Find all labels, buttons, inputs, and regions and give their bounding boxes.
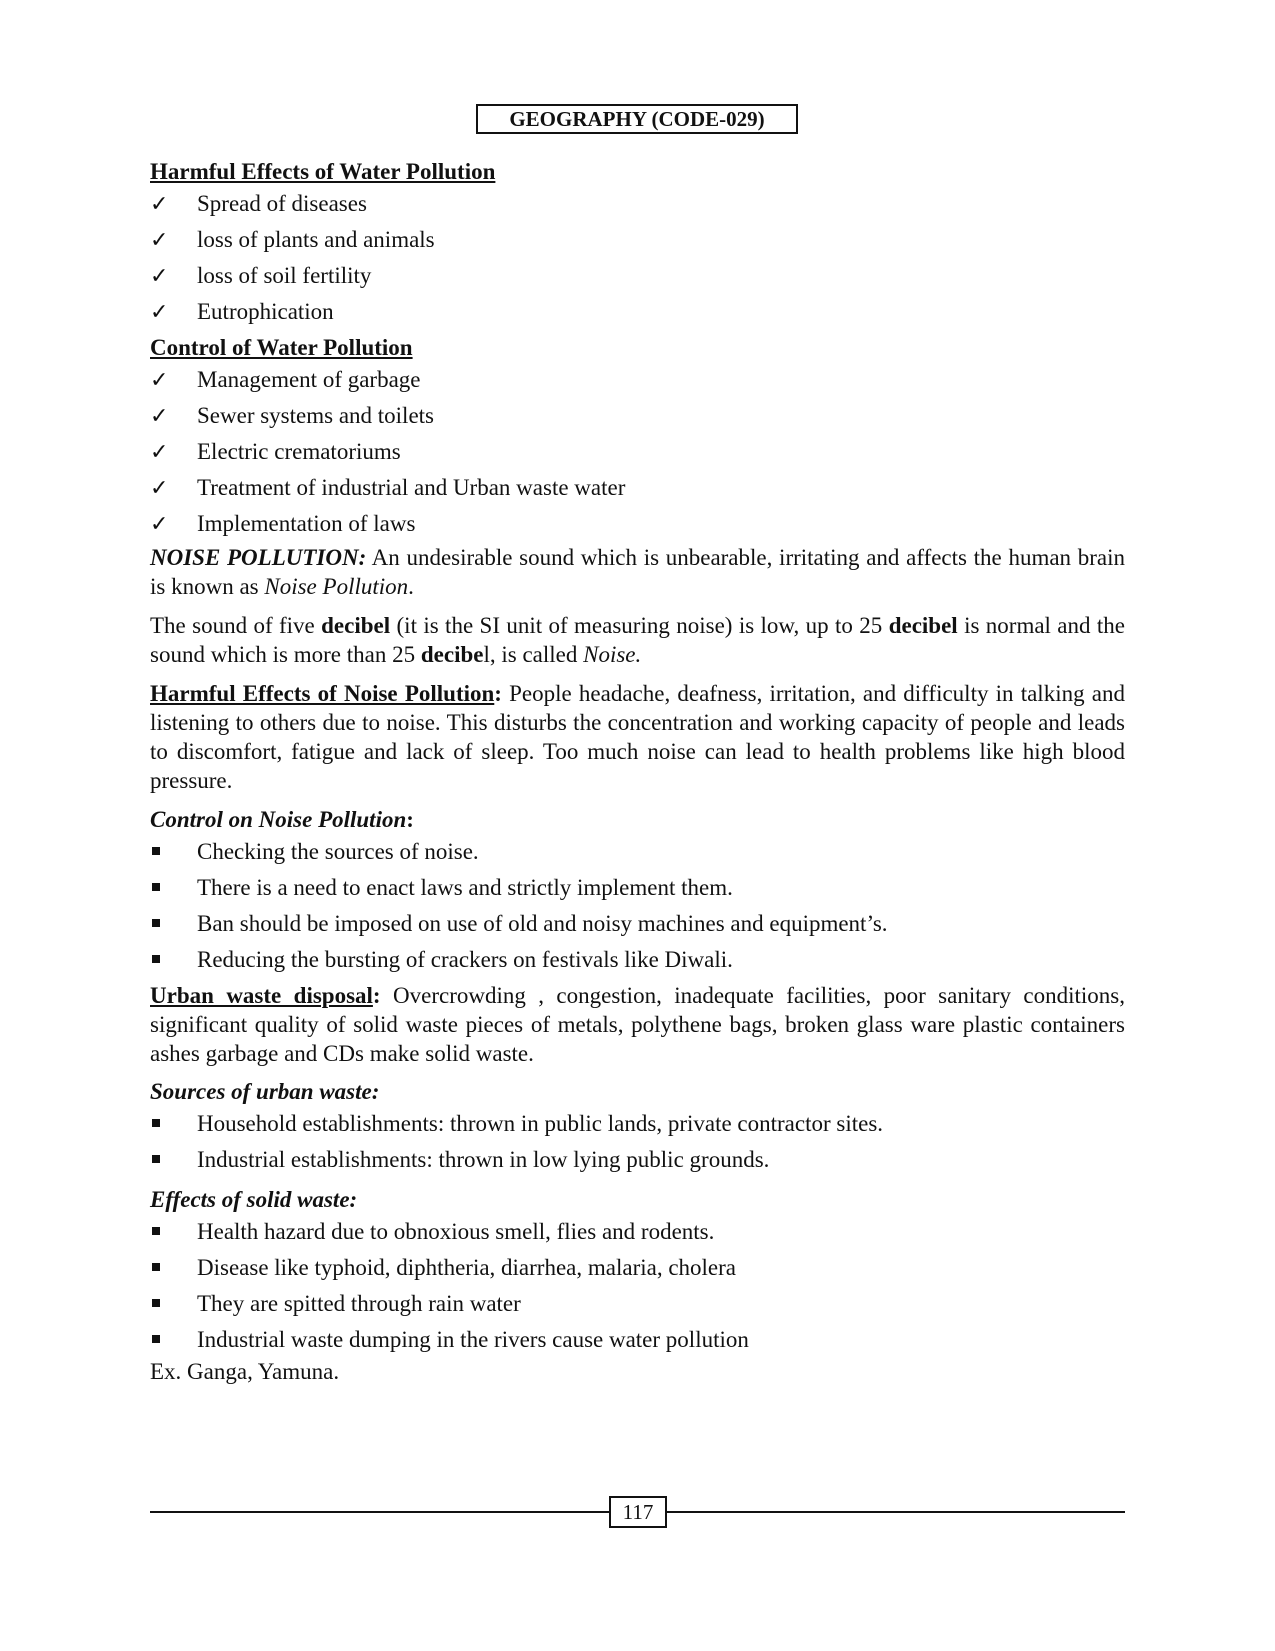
- list-item: There is a need to enact laws and strictly implement them.: [150, 873, 1125, 909]
- square-bullet-icon: [152, 1335, 160, 1343]
- paragraph-urban-waste: Urban waste disposal: Overcrowding , congestion, inadequate facilities, poor sanitary conditions, significant quality of solid waste pieces of metals, polythene bags, broken glass ware plastic containers ashes garbage and CDs make solid waste.: [150, 983, 1125, 1066]
- list-item: ✓ Implementation of laws: [150, 511, 416, 536]
- square-bullet-icon: [152, 1119, 160, 1127]
- check-icon: ✓: [150, 367, 169, 392]
- list-item: ✓ Spread of diseases: [150, 191, 367, 216]
- list-sources: [150, 1109, 1125, 1181]
- square-bullet-icon: [152, 1227, 160, 1235]
- check-icon: ✓: [150, 439, 169, 464]
- list-water-harm: [150, 189, 1125, 333]
- list-item: Industrial waste dumping in the rivers cause water pollution: [150, 1325, 1125, 1361]
- square-bullet-icon: [152, 883, 160, 891]
- example-text: Ex. Ganga, Yamuna.: [150, 1359, 340, 1384]
- list-item: Industrial establishments: thrown in low lying public grounds.: [150, 1145, 1125, 1181]
- check-icon: ✓: [150, 263, 169, 288]
- paragraph-noise-harm: Harmful Effects of Noise Pollution: People headache, deafness, irritation, and difficulty in talking and listening to others due to noise. This disturbs the concentration and working capacity of people and leads to discomfort, fatigue and lack of sleep. Too much noise can lead to health problems like high blood pressure.: [150, 681, 1125, 793]
- check-icon: ✓: [150, 511, 169, 536]
- square-bullet-icon: [152, 847, 160, 855]
- list-item: Disease like typhoid, diphtheria, diarrhea, malaria, cholera: [150, 1253, 1125, 1289]
- square-bullet-icon: [152, 1299, 160, 1307]
- list-item: They are spitted through rain water: [150, 1289, 1125, 1325]
- list-item: ✓ loss of soil fertility: [150, 263, 372, 288]
- subject-header: GEOGRAPHY (CODE-029): [476, 104, 798, 134]
- paragraph-decibel: The sound of five decibel (it is the SI unit of measuring noise) is low, up to 25 decibel is normal and the sound which is more than 25 decibel, is called Noise.: [150, 613, 1125, 667]
- check-icon: ✓: [150, 191, 169, 216]
- check-icon: ✓: [150, 299, 169, 324]
- heading-sources: Sources of urban waste:: [150, 1079, 380, 1104]
- list-item: Reducing the bursting of crackers on festivals like Diwali.: [150, 945, 1125, 981]
- list-item: ✓ loss of plants and animals: [150, 227, 435, 252]
- paragraph-noise-definition: NOISE POLLUTION: An undesirable sound which is unbearable, irritating and affects the human brain is known as Noise Pollution.: [150, 545, 1125, 599]
- list-effects: [150, 1217, 1125, 1361]
- list-item: Health hazard due to obnoxious smell, flies and rodents.: [150, 1217, 1125, 1253]
- list-noise-control: [150, 837, 1125, 981]
- heading-effects: Effects of solid waste:: [150, 1187, 358, 1212]
- square-bullet-icon: [152, 955, 160, 963]
- list-item: ✓ Eutrophication: [150, 299, 334, 324]
- list-item: ✓ Sewer systems and toilets: [150, 403, 434, 428]
- list-item: ✓ Treatment of industrial and Urban waste water: [150, 475, 626, 500]
- heading-water-control: Control of Water Pollution: [150, 335, 413, 360]
- heading-noise-control: Control on Noise Pollution:: [150, 807, 414, 832]
- list-item: ✓ Electric crematoriums: [150, 439, 401, 464]
- list-item: Checking the sources of noise.: [150, 837, 1125, 873]
- page-number: 117: [609, 1496, 667, 1528]
- check-icon: ✓: [150, 403, 169, 428]
- square-bullet-icon: [152, 919, 160, 927]
- list-item: ✓ Management of garbage: [150, 367, 421, 392]
- list-water-control: [150, 365, 1125, 545]
- square-bullet-icon: [152, 1263, 160, 1271]
- check-icon: ✓: [150, 475, 169, 500]
- list-item: Ban should be imposed on use of old and noisy machines and equipment’s.: [150, 909, 1125, 945]
- square-bullet-icon: [152, 1155, 160, 1163]
- list-item: Household establishments: thrown in public lands, private contractor sites.: [150, 1109, 1125, 1145]
- check-icon: ✓: [150, 227, 169, 252]
- heading-water-harm: Harmful Effects of Water Pollution: [150, 159, 496, 184]
